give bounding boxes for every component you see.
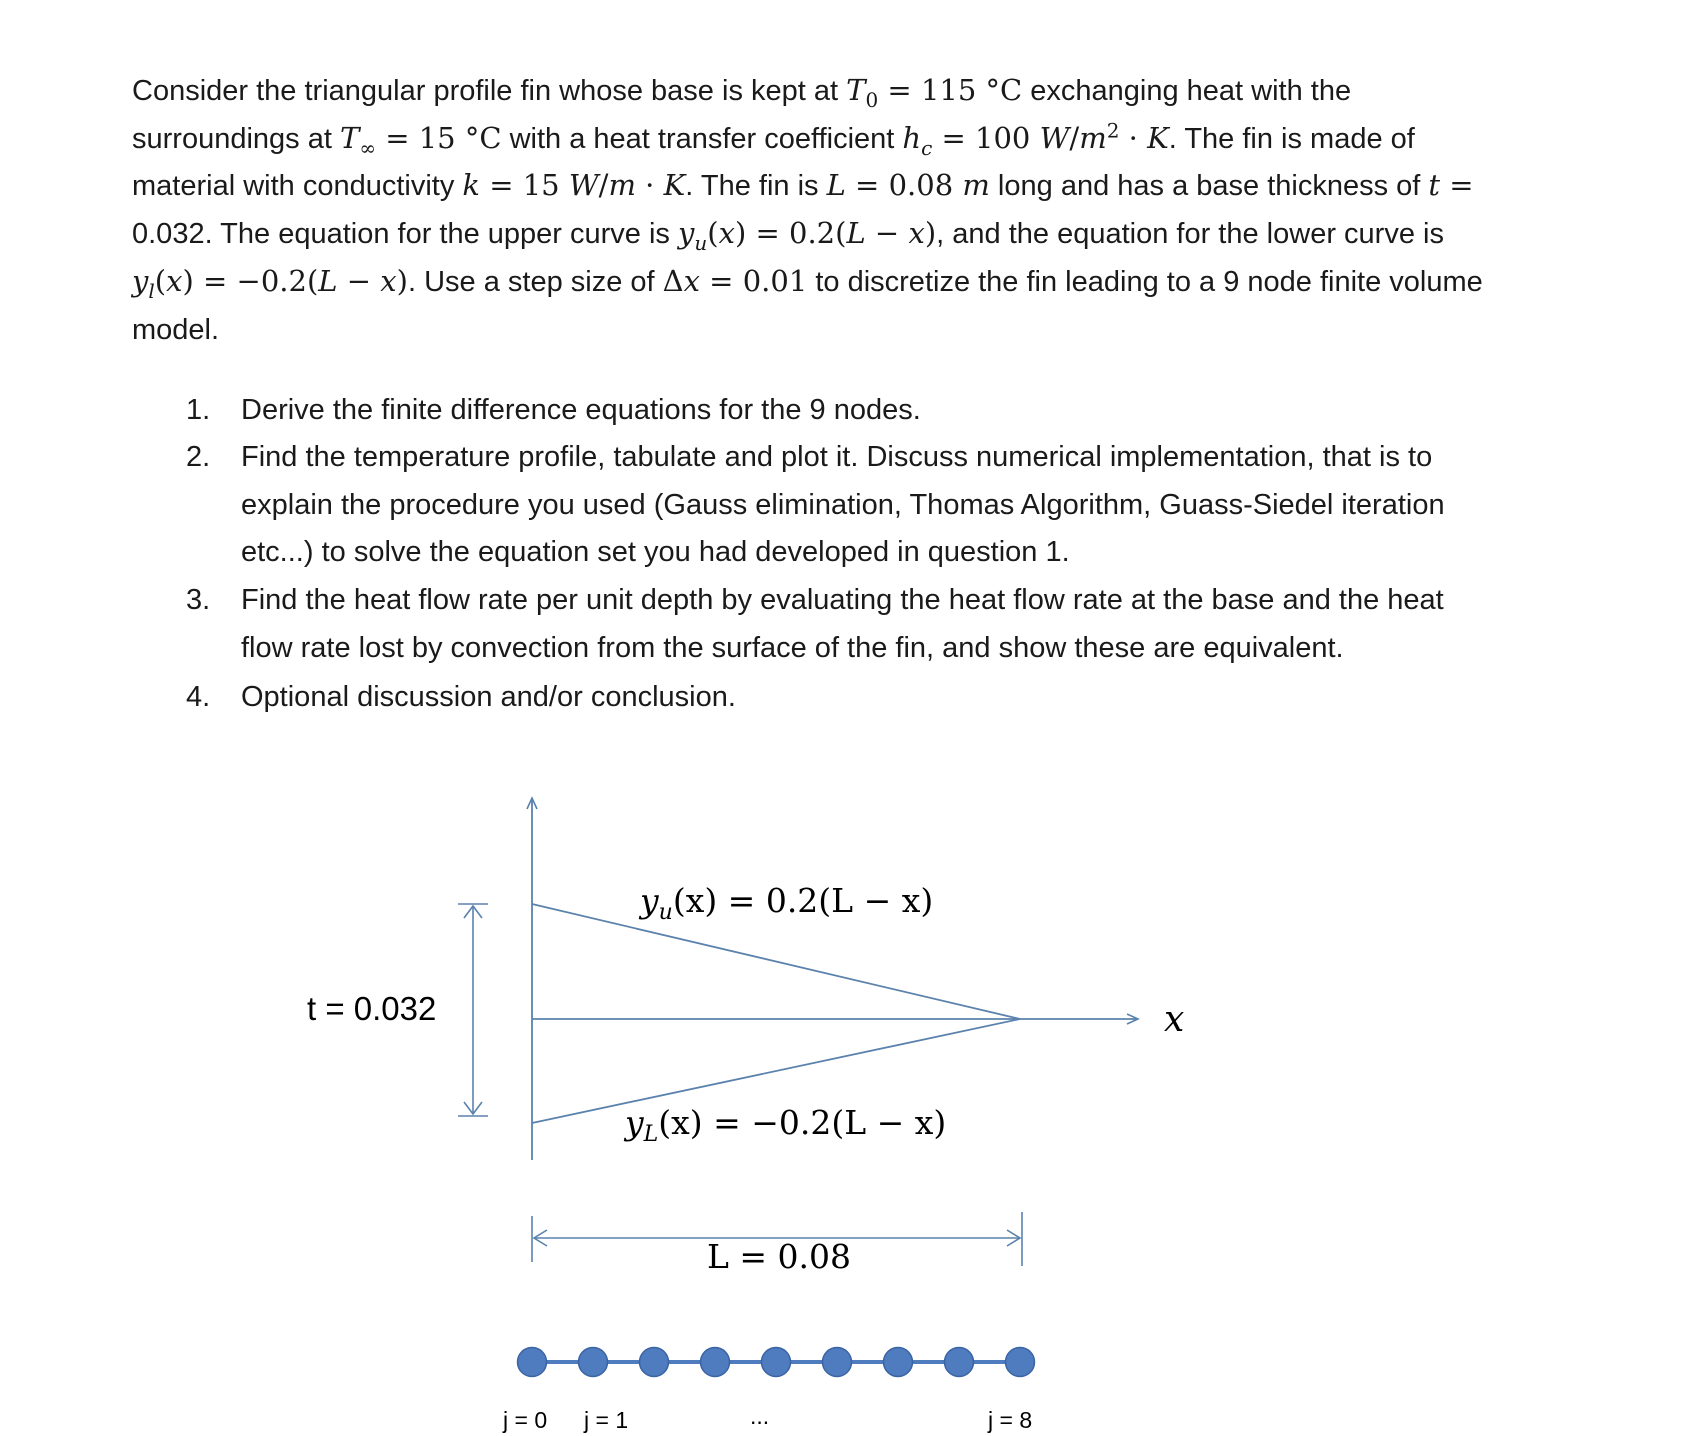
math-token: K	[663, 168, 686, 203]
node-7	[945, 1348, 974, 1377]
problem-text: with a heat transfer coefficient	[501, 122, 903, 155]
node-label-j8: j = 8	[988, 1407, 1033, 1433]
curve-label-part: (x) = −0.2(L − x)	[658, 1103, 947, 1142]
math-token: W	[568, 168, 599, 203]
problem-text: material with conductivity	[132, 170, 463, 203]
math-token: c	[921, 135, 933, 160]
problem-text: . Use a step size of	[407, 265, 663, 298]
problem-text: Consider the triangular profile fin whose base is kept at	[132, 75, 847, 107]
question-line: Find the temperature profile, tabulate and plot it. Discuss numerical implementation, that is to	[241, 441, 1433, 473]
question-line: Optional discussion and/or conclusion.	[241, 681, 736, 713]
problem-text: , and the equation for the lower curve is	[936, 218, 1444, 251]
math-token: L	[318, 263, 338, 298]
upper-fin-curve	[532, 904, 1020, 1019]
problem-text: . The fin is	[685, 170, 827, 203]
math-token: L	[826, 168, 846, 203]
question-line: explain the procedure you used (Gauss elimination, Thomas Algorithm, Guass-Siedel iteration	[241, 488, 1445, 521]
question-number: 2.	[186, 441, 211, 473]
thickness-dimension	[458, 904, 488, 1116]
math-token: = 0.01	[699, 263, 808, 298]
question-line: etc...) to solve the equation set you had developed in question 1.	[241, 536, 1070, 569]
node-chain	[518, 1348, 1035, 1377]
math-token: K	[1147, 120, 1169, 155]
math-token: ) = −0.2(	[182, 263, 319, 298]
math-token: = 15 °C	[375, 120, 502, 155]
length-label: L = 0.08	[707, 1237, 852, 1276]
math-token: m	[962, 168, 990, 203]
node-8	[1006, 1348, 1035, 1377]
math-token: x	[908, 216, 925, 251]
math-token: x	[380, 263, 397, 298]
question-number: 4.	[186, 681, 211, 713]
math-token: u	[694, 230, 708, 255]
math-token: ·	[635, 168, 664, 203]
lower-curve-label	[623, 1103, 946, 1147]
math-token: y	[678, 216, 695, 251]
node-5	[823, 1348, 852, 1377]
x-axis-label: x	[1164, 999, 1185, 1040]
math-token: = 15	[479, 168, 569, 203]
node-2	[640, 1348, 669, 1377]
math-token: T	[846, 73, 866, 107]
math-token: x	[683, 263, 700, 298]
problem-text: . The fin is made of	[1168, 122, 1415, 155]
math-token: 0	[865, 87, 879, 112]
math-token: ) = 0.2(	[734, 216, 847, 251]
node-3	[701, 1348, 730, 1377]
node-label-ellipsis: ...	[750, 1403, 770, 1429]
math-token: h	[902, 120, 922, 155]
question-line: flow rate lost by convection from the surface of the fin, and show these are equivalent.	[241, 631, 1344, 664]
math-token: /	[598, 168, 609, 203]
math-token: )	[396, 263, 408, 298]
upper-curve-label	[638, 881, 933, 925]
math-token: (	[707, 216, 719, 251]
node-4	[762, 1348, 791, 1377]
curve-label-part: y	[640, 881, 659, 920]
problem-text: exchanging heat with the	[1022, 75, 1352, 107]
problem-text: 0.032. The equation for the upper curve is	[132, 218, 678, 251]
math-token: k	[462, 168, 480, 203]
math-token: = 100	[932, 120, 1040, 155]
node-label-j0: j = 0	[503, 1407, 548, 1433]
math-token: W	[1039, 120, 1070, 155]
problem-text: surroundings at	[132, 122, 340, 155]
node-label-j1: j = 1	[584, 1407, 629, 1433]
thickness-label: t = 0.032	[307, 990, 437, 1027]
math-token: −	[337, 263, 381, 298]
math-token: m	[1079, 120, 1107, 155]
math-token: x	[166, 263, 183, 298]
math-token: Δ	[662, 263, 684, 298]
problem-text: long and has a base thickness of	[989, 170, 1429, 203]
math-token: 2	[1106, 118, 1120, 143]
math-token: l	[148, 278, 155, 303]
math-token: (	[154, 263, 167, 298]
question-number: 1.	[186, 394, 211, 426]
math-token: t	[1428, 168, 1441, 203]
math-token: =	[1440, 168, 1474, 203]
math-token: = 0.08	[845, 168, 963, 203]
math-token: = 115 °C	[878, 73, 1023, 107]
curve-label-part: L	[643, 1122, 659, 1147]
math-token: ·	[1119, 120, 1148, 155]
math-token: m	[608, 168, 636, 203]
node-6	[884, 1348, 913, 1377]
math-token: y	[132, 263, 149, 298]
math-token: −	[865, 216, 909, 251]
math-token: /	[1069, 120, 1080, 155]
node-1	[579, 1348, 608, 1377]
question-number: 3.	[186, 584, 211, 616]
curve-label-part: u	[658, 900, 673, 925]
math-token: x	[718, 216, 735, 251]
math-token: L	[846, 216, 866, 251]
curve-label-part: y	[625, 1103, 644, 1142]
problem-text: to discretize the fin leading to a 9 node finite volume	[807, 265, 1483, 298]
question-line: Find the heat flow rate per unit depth by evaluating the heat flow rate at the base and the heat	[241, 584, 1444, 616]
math-token: ∞	[359, 135, 376, 160]
question-line: Derive the finite difference equations for the 9 nodes.	[241, 394, 921, 426]
node-0	[518, 1348, 547, 1377]
math-token: T	[339, 120, 360, 155]
math-token: )	[924, 216, 937, 251]
curve-label-part: (x) = 0.2(L − x)	[672, 881, 934, 920]
problem-text: model.	[132, 313, 220, 346]
